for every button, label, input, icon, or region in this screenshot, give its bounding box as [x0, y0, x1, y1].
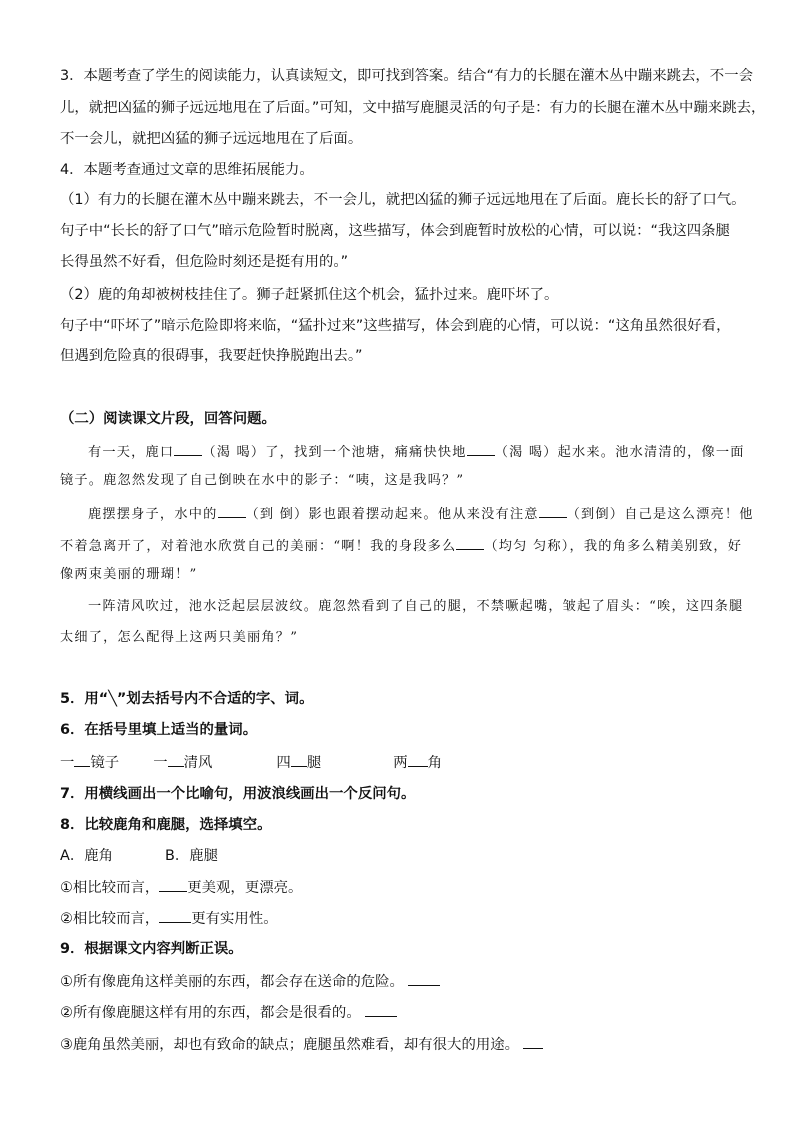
measure-word-blank[interactable] [291, 752, 307, 767]
question-8-item-1 [60, 877, 302, 898]
q8-text: ②相比较而言， [60, 911, 160, 927]
passage-p2-line-1 [88, 503, 754, 525]
measure-word-blank[interactable] [408, 752, 428, 767]
passage-p1-line-1 [88, 441, 745, 463]
passage-text: 不着急离开了，对着池水欣赏自己的美丽：“啊！我的身段多么 [60, 539, 457, 554]
q6-noun: 清风 [183, 755, 213, 771]
option-a: A．鹿角 [60, 848, 114, 864]
q6-numeral: 一 [60, 755, 75, 771]
question-7: 7．用横线画出一个比喻句，用波浪线画出一个反问句。 [60, 786, 416, 802]
answer-blank[interactable] [218, 503, 246, 518]
answer-blank[interactable] [159, 877, 187, 892]
measure-word-blank[interactable] [74, 752, 90, 767]
passage-text: （到 倒）影也跟着摆动起来。他从来没有注意 [245, 507, 539, 522]
question-5: 5．用“╲”划去括号内不合适的字、词。 [60, 691, 314, 707]
answer-4-line-2: （1）有力的长腿在灌木丛中蹦来跳去，不一会儿，就把凶猛的狮子远远地甩在了后面。鹿长长的舒了口气。 [60, 192, 746, 208]
q6-numeral: 四 [276, 755, 291, 771]
answer-4-line-7: 但遇到危险真的很碍事，我要赶快挣脱跑出去。” [60, 348, 363, 364]
option-b: B．鹿腿 [165, 848, 219, 864]
q9-text: ②所有像鹿腿这样有用的东西，都会是很看的。 [60, 1005, 361, 1021]
judgment-blank[interactable] [408, 971, 440, 986]
question-9-item-3 [60, 1034, 543, 1055]
measure-word-blank[interactable] [168, 752, 184, 767]
question-9-item-1 [60, 971, 440, 992]
answer-4-line-5: （2）鹿的角却被树枝挂住了。狮子赶紧抓住这个机会，猛扑过来。鹿吓坏了。 [60, 287, 559, 303]
question-8-options [60, 846, 218, 866]
question-6-items [60, 752, 442, 773]
passage-text: （渴 喝）起水来。池水清清的，像一面 [494, 445, 745, 460]
q8-text: 更有实用性。 [191, 911, 278, 927]
answer-blank[interactable] [159, 908, 191, 923]
answer-4-line-1: 4．本题考查通过文章的思维拓展能力。 [60, 162, 314, 178]
question-9-item-2 [60, 1002, 397, 1023]
passage-text: （均匀 匀称），我的角多么精美别致，好 [484, 539, 743, 554]
passage-text: （到倒）自己是这么漂亮！他 [566, 507, 754, 522]
answer-3-line-1: 3．本题考查了学生的阅读能力，认真读短文，即可找到答案。结合“有力的长腿在灌木丛中蹦来跳去，不一会 [60, 68, 753, 84]
answer-blank[interactable] [456, 535, 484, 550]
answer-4-line-4: 长得虽然不好看，但危险时刻还是挺有用的。” [60, 254, 349, 270]
q8-text: ①相比较而言， [60, 880, 160, 896]
section-heading: （二）阅读课文片段，回答问题。 [60, 411, 276, 427]
passage-p3-line-2: 太细了，怎么配得上这两只美丽角？” [60, 630, 299, 645]
q6-numeral: 两 [393, 755, 408, 771]
answer-blank[interactable] [174, 441, 202, 456]
judgment-blank[interactable] [523, 1034, 543, 1049]
q6-noun: 腿 [306, 755, 322, 771]
q9-text: ③鹿角虽然美丽，却也有致命的缺点；鹿腿虽然难看，却有很大的用途。 [60, 1037, 520, 1053]
answer-3-line-3: 不一会儿，就把凶猛的狮子远远地甩在了后面。 [60, 131, 363, 147]
q8-text: 更美观，更漂亮。 [187, 880, 303, 896]
answer-blank[interactable] [539, 503, 567, 518]
passage-text: 有一天，鹿口 [88, 445, 175, 460]
answer-4-line-6: 句子中“吓坏了”暗示危险即将来临，“猛扑过来”这些描写，体会到鹿的心情，可以说：“这角虽然很好看， [60, 318, 731, 334]
passage-p3-line-1: 一阵清风吹过，池水泛起层层波纹。鹿忽然看到了自己的腿，不禁噘起嘴，皱起了眉头：“唉，这四条腿 [88, 599, 744, 614]
q6-noun: 角 [427, 755, 443, 771]
judgment-blank[interactable] [365, 1002, 397, 1017]
q6-noun: 镜子 [90, 755, 120, 771]
passage-text: （渴 喝）了，找到一个池塘，痛痛快快地 [202, 445, 467, 460]
question-9: 9．根据课文内容判断正误。 [60, 941, 243, 957]
question-6: 6．在括号里填上适当的量词。 [60, 722, 258, 738]
q9-text: ①所有像鹿角这样美丽的东西，都会存在送命的危险。 [60, 974, 404, 990]
passage-p1-line-2: 镜子。鹿忽然发现了自己倒映在水中的影子：“咦，这是我吗？” [60, 473, 465, 488]
answer-blank[interactable] [467, 441, 495, 456]
q6-numeral: 一 [153, 755, 168, 771]
passage-p2-line-3: 像两束美丽的珊瑚！” [60, 567, 198, 582]
passage-p2-line-2 [60, 535, 742, 557]
answer-3-line-2: 儿，就把凶猛的狮子远远地甩在了后面。”可知，文中描写鹿腿灵活的句子是：有力的长腿在灌木丛中蹦来跳去， [60, 100, 766, 116]
passage-text: 鹿摆摆身子，水中的 [88, 507, 218, 522]
answer-4-line-3: 句子中“长长的舒了口气”暗示危险暂时脱离，这些描写，体会到鹿暂时放松的心情，可以说：“我这四条腿 [60, 223, 730, 239]
question-8: 8．比较鹿角和鹿腿，选择填空。 [60, 817, 272, 833]
question-8-item-2 [60, 908, 278, 929]
